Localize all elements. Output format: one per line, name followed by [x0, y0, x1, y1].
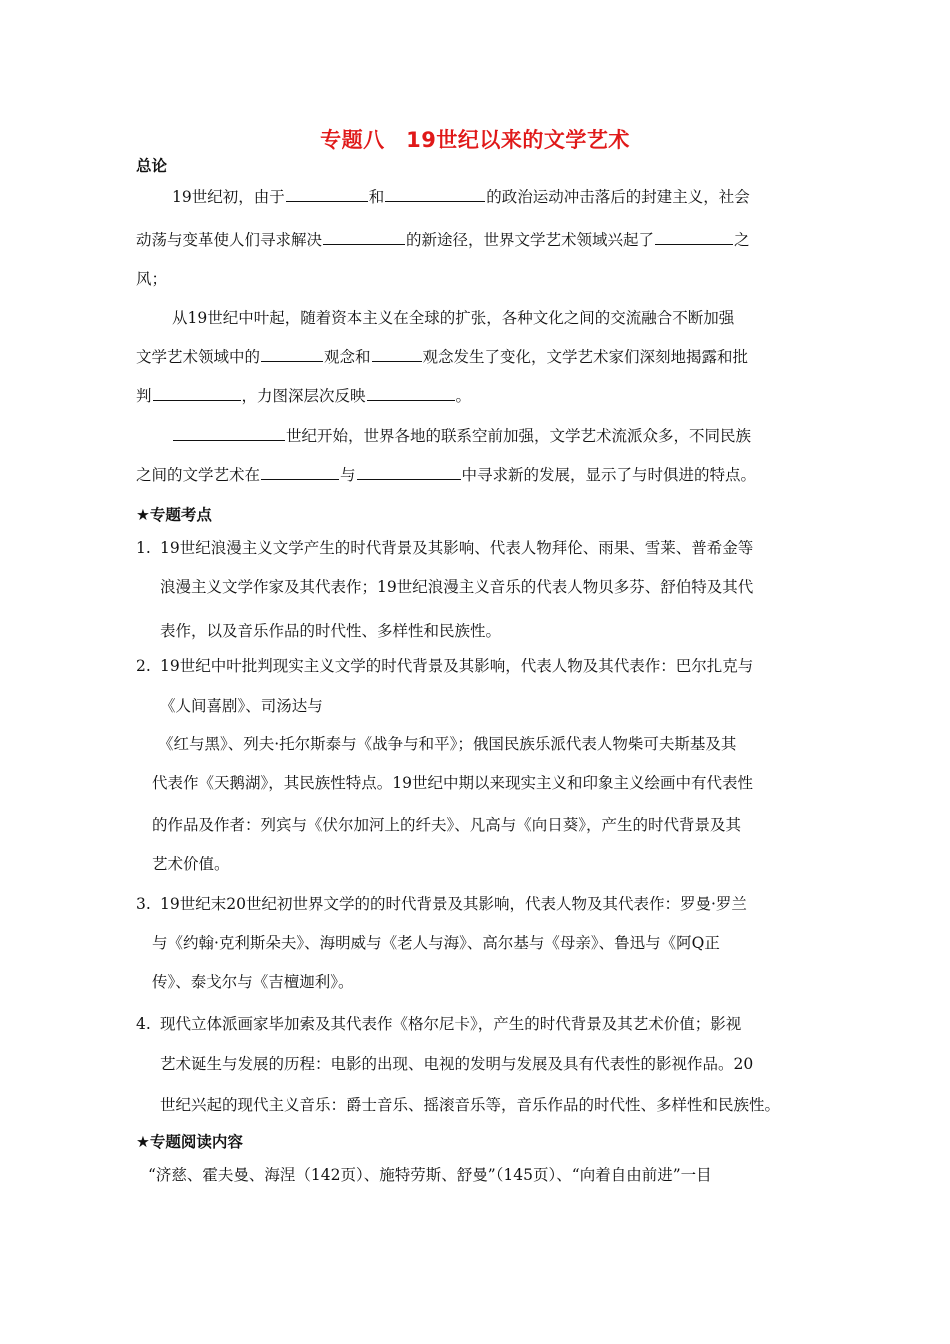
fill-blank[interactable]	[655, 229, 733, 245]
point-item-2-line: 的作品及作者：列宾与《伏尔加河上的纤夫》、凡高与《向日葵》，产生的时代背景及其	[152, 816, 742, 834]
point-item-2: 2. 19世纪中叶批判现实主义文学的时代背景及其影响，代表人物及其代表作：巴尔扎克与	[136, 657, 754, 675]
overview-p1-line3: 风；	[136, 270, 168, 288]
fill-blank[interactable]	[261, 464, 339, 480]
overview-p2-line3: 判 ，力图深层次反映 。	[136, 387, 472, 405]
fill-blank[interactable]	[261, 346, 323, 362]
fill-blank[interactable]	[173, 425, 285, 441]
overview-p1-line2: 动荡与变革使人们寻求解决 的新途径，世界文学艺术领域兴起了 之	[136, 231, 750, 249]
fill-blank[interactable]	[372, 346, 422, 362]
overview-p3-line2: 之间的文学艺术在 与 中寻求新的发展，显示了与时俱进的特点。	[136, 466, 757, 484]
reading-heading: ★专题阅读内容	[136, 1133, 243, 1151]
point-item-4: 4. 现代立体派画家毕加索及其代表作《格尔尼卡》，产生的时代背景及其艺术价值；影视	[136, 1015, 742, 1033]
overview-p2-line2: 文学艺术领域中的 观念和 观念发生了变化，文学艺术家们深刻地揭露和批	[136, 348, 749, 366]
exam-points-heading: ★专题考点	[136, 506, 212, 524]
point-item-2-line: 艺术价值。	[152, 855, 230, 873]
point-item-3-line: 与《约翰·克利斯朵夫》、海明威与《老人与海》、高尔基与《母亲》、鲁迅与《阿Q正	[152, 934, 720, 952]
fill-blank[interactable]	[323, 229, 405, 245]
point-item-2-line: 代表作《天鹅湖》，其民族性特点。19世纪中期以来现实主义和印象主义绘画中有代表性	[152, 774, 753, 792]
point-item-3: 3. 19世纪末20世纪初世界文学的的时代背景及其影响，代表人物及其代表作：罗曼·罗兰	[136, 895, 747, 913]
point-item-1: 1. 19世纪浪漫主义文学产生的时代背景及其影响、代表人物拜伦、雨果、雪莱、普希金等	[136, 539, 754, 557]
fill-blank[interactable]	[153, 385, 241, 401]
fill-blank[interactable]	[357, 464, 461, 480]
fill-blank[interactable]	[286, 186, 368, 202]
overview-p2-line1: 从19世纪中叶起，随着资本主义在全球的扩张，各种文化之间的交流融合不断加强	[172, 309, 735, 327]
point-item-4-line: 世纪兴起的现代主义音乐：爵士音乐、摇滚音乐等，音乐作品的时代性、多样性和民族性。	[160, 1096, 781, 1114]
point-item-1-line: 浪漫主义文学作家及其代表作；19世纪浪漫主义音乐的代表人物贝多芬、舒伯特及其代	[160, 578, 754, 596]
reading-content: “济慈、霍夫曼、海涅（142页）、施特劳斯、舒曼”（145页）、“向着自由前进”一目	[148, 1166, 712, 1184]
point-item-2-line: 《红与黑》、列夫·托尔斯泰与《战争与和平》；俄国民族乐派代表人物柴可夫斯基及其	[158, 735, 737, 753]
fill-blank[interactable]	[367, 385, 455, 401]
overview-heading: 总论	[136, 157, 168, 175]
page-title: 专题八 19世纪以来的文学艺术	[320, 128, 630, 152]
overview-p3-line1: 世纪开始，世界各地的联系空前加强，文学艺术流派众多，不同民族	[172, 425, 751, 447]
point-item-2-line: 《人间喜剧》、司汤达与	[160, 697, 323, 715]
point-item-4-line: 艺术诞生与发展的历程：电影的出现、电视的发明与发展及具有代表性的影视作品。20	[160, 1055, 754, 1073]
point-item-3-line: 传》、泰戈尔与《吉檀迦利》。	[152, 973, 354, 991]
point-item-1-line: 表作，以及音乐作品的时代性、多样性和民族性。	[160, 622, 502, 640]
overview-p1-line1: 19世纪初，由于 和 的政治运动冲击落后的封建主义，社会	[172, 188, 750, 206]
fill-blank[interactable]	[385, 186, 485, 202]
